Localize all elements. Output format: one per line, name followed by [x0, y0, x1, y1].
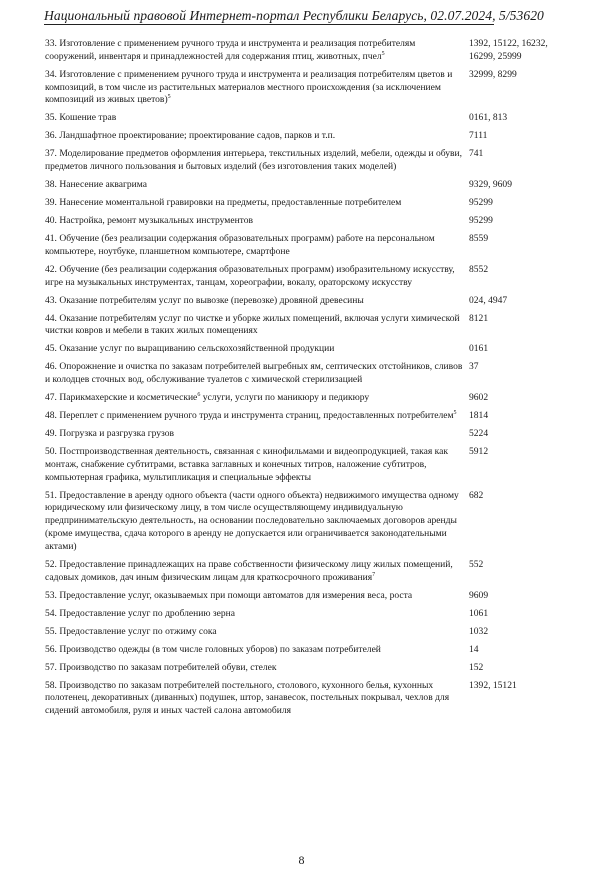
- item-description: [45, 490, 468, 554]
- item-description: [45, 343, 468, 356]
- list-item: [45, 112, 565, 125]
- list-item: [45, 148, 565, 174]
- list-item: [45, 130, 565, 143]
- header-divider: [44, 24, 494, 25]
- footnote-marker: 5: [167, 94, 171, 101]
- item-text: 43. Оказание потребителям услуг по вывозке (перевозке) дровяной древесины: [45, 294, 364, 306]
- okved-code: 0161, 813: [469, 112, 508, 124]
- item-description: [45, 313, 468, 339]
- okved-code: 5224: [469, 428, 489, 440]
- list-item: [45, 313, 565, 339]
- okved-code: 7111: [469, 130, 488, 142]
- item-text: 49. Погрузка и разгрузка грузов: [45, 428, 175, 440]
- item-text: 56. Производство одежды (в том числе головных уборов) по заказам потребителей: [45, 643, 381, 655]
- item-text: 42. Обучение (без реализации содержания образовательных программ) изобразительному искусству, игре на музыкальных инструментах, танцам, хореографии, вокалу, ораторскому искусству: [45, 263, 455, 288]
- list-item: [45, 69, 565, 107]
- okved-code: 95299: [469, 197, 493, 209]
- item-description: [45, 680, 468, 718]
- okved-code: 741: [469, 148, 484, 160]
- okved-code: 152: [469, 661, 484, 673]
- okved-code: 32999, 8299: [469, 68, 517, 80]
- services-list: [45, 38, 565, 723]
- list-item: [45, 264, 565, 290]
- list-item: [45, 179, 565, 192]
- list-item: [45, 392, 565, 405]
- okved-code: 1814: [469, 410, 489, 422]
- okved-code: 95299: [469, 215, 493, 227]
- okved-code: 1061: [469, 607, 489, 619]
- item-text: 45. Оказание услуг по выращиванию сельскохозяйственной продукции: [45, 343, 335, 355]
- page-number: 8: [298, 853, 305, 867]
- item-text: 54. Предоставление услуг по дроблению зерна: [45, 607, 235, 619]
- list-item: [45, 197, 565, 210]
- list-item: [45, 490, 565, 554]
- okved-code: 8559: [469, 233, 489, 245]
- okved-code: 682: [469, 489, 484, 501]
- list-item: [45, 662, 565, 675]
- okved-code: 14: [469, 643, 479, 655]
- item-text: 41. Обучение (без реализации содержания образовательных программ) работе на персональном компьютере, ноутбуке, планшетном компьютере, смартфоне: [45, 233, 435, 257]
- okved-code: 37: [469, 361, 479, 373]
- item-description: [45, 626, 468, 639]
- okved-code: 0161: [469, 343, 489, 355]
- list-item: [45, 428, 565, 441]
- item-description: [45, 644, 468, 657]
- okved-code: 9602: [469, 392, 489, 404]
- item-description: [45, 559, 468, 585]
- item-text: 53. Предоставление услуг, оказываемых при помощи автоматов для измерения веса, роста: [45, 589, 413, 601]
- item-text-part: 47. Парикмахерские и косметические: [45, 392, 198, 404]
- okved-code: 1032: [469, 625, 489, 637]
- item-description: [45, 264, 468, 290]
- list-item: [45, 626, 565, 639]
- list-item: [45, 215, 565, 228]
- list-item: [45, 410, 565, 423]
- item-description: [45, 295, 468, 308]
- item-text: 46. Опорожнение и очистка по заказам потребителей выгребных ям, септических отстойников, сливов и колодцев сточных вод, обслуживание туалетов с химической стерилизацией: [45, 361, 463, 386]
- portal-header-title: Национальный правовой Интернет-портал Республики Беларусь, 02.07.2024, 5/53620: [44, 8, 544, 23]
- okved-code: 1392, 15122, 16232, 16299, 25999: [469, 38, 548, 62]
- footnote-marker: 5: [381, 50, 385, 57]
- okved-code: 9609: [469, 589, 489, 601]
- footnote-marker: 7: [372, 571, 376, 578]
- list-item: [45, 446, 565, 484]
- item-description: [45, 69, 468, 107]
- item-text: 44. Оказание потребителям услуг по чистке и уборке жилых помещений, включая услуги химической чистки ковров и мебели в таких жилых помещениях: [45, 312, 460, 337]
- item-text: 35. Кошение трав: [45, 112, 117, 124]
- item-text: 48. Переплет с применением ручного труда и инструмента страниц, предоставленных потребителем: [45, 410, 454, 422]
- item-description: [45, 446, 468, 484]
- list-item: [45, 343, 565, 356]
- item-text: 52. Предоставление принадлежащих на праве собственности физическому лицу жилых помещений, садовых домиков, дач иным физическим лицам для краткосрочного проживания: [45, 558, 453, 583]
- footnote-marker: 5: [453, 410, 457, 417]
- okved-code: 1392, 15121: [469, 679, 517, 691]
- item-description: [45, 215, 468, 228]
- item-description: [45, 112, 468, 125]
- item-description: [45, 608, 468, 621]
- item-description: [45, 233, 468, 259]
- item-description: [45, 590, 468, 603]
- item-description: [45, 662, 468, 675]
- list-item: [45, 295, 565, 308]
- list-item: [45, 38, 565, 64]
- item-description: [45, 197, 468, 210]
- item-text: 36. Ландшафтное проектирование; проектирование садов, парков и т.п.: [45, 130, 336, 142]
- item-text: 55. Предоставление услуг по отжиму сока: [45, 625, 217, 637]
- item-text: 37. Моделирование предметов оформления интерьера, текстильных изделий, мебели, одежды и обуви, предметов личного пользования и бытовых изделий (без изготовления таких моделей): [45, 148, 463, 173]
- item-description: [45, 392, 468, 405]
- okved-code: 8552: [469, 263, 489, 275]
- okved-code: 9329, 9609: [469, 179, 512, 191]
- okved-code: 552: [469, 558, 484, 570]
- list-item: [45, 361, 565, 387]
- item-text: 39. Нанесение моментальной гравировки на предметы, предоставленные потребителем: [45, 197, 402, 209]
- item-text: 34. Изготовление с применением ручного труда и инструмента и реализация потребителям цветов и композиций, в том числе из растительных материалов местного происхождения (за исключением композиций из живых цветов): [45, 68, 453, 106]
- item-text: 38. Нанесение аквагрима: [45, 179, 147, 191]
- okved-code: 5912: [469, 446, 489, 458]
- okved-code: 8121: [469, 312, 489, 324]
- item-text: 58. Производство по заказам потребителей постельного, столового, кухонного белья, кухонных полотенец, декоративных (диванных) подушек, штор, занавесок, постельных покрывал, чехлов для сидений автомобиля, руля и иных частей салона автомобиля: [45, 679, 450, 717]
- item-text: 51. Предоставление в аренду одного объекта (части одного объекта) недвижимого имущества одному юридическому или физическому лицу, в том числе осуществляющему индивидуальную предпринимательскую деятельность, на основании последовательно заключаемых договоров аренды (кроме имущества, сдача которого в аренду не допускается или ограничивается законодательными актами): [45, 489, 459, 552]
- item-text: 33. Изготовление с применением ручного труда и инструмента и реализация потребителям сооружений, инвентаря и принадлежностей для содержания птиц, животных, пчел: [45, 38, 416, 62]
- footnote-marker: 6: [197, 392, 201, 399]
- item-description: [45, 428, 468, 441]
- item-description: [45, 410, 468, 423]
- list-item: [45, 559, 565, 585]
- item-text: 40. Настройка, ремонт музыкальных инструментов: [45, 215, 254, 227]
- list-item: [45, 590, 565, 603]
- okved-code: 024, 4947: [469, 294, 508, 306]
- item-description: [45, 38, 468, 64]
- item-description: [45, 148, 468, 174]
- item-text: 57. Производство по заказам потребителей обуви, стелек: [45, 661, 277, 673]
- list-item: [45, 680, 565, 718]
- item-text: 50. Постпроизводственная деятельность, связанная с кинофильмами и видеопродукцией, такая как монтаж, снабжение субтитрами, вставка заглавных и конечных титров, наложение субтитров, компьютерная графика, мультипликация и специальные эффекты: [45, 446, 449, 483]
- item-text-part: услуги, услуги по маникюру и педикюру: [200, 392, 370, 404]
- item-description: [45, 361, 468, 387]
- list-item: [45, 608, 565, 621]
- list-item: [45, 644, 565, 657]
- item-description: [45, 179, 468, 192]
- list-item: [45, 233, 565, 259]
- item-description: [45, 130, 468, 143]
